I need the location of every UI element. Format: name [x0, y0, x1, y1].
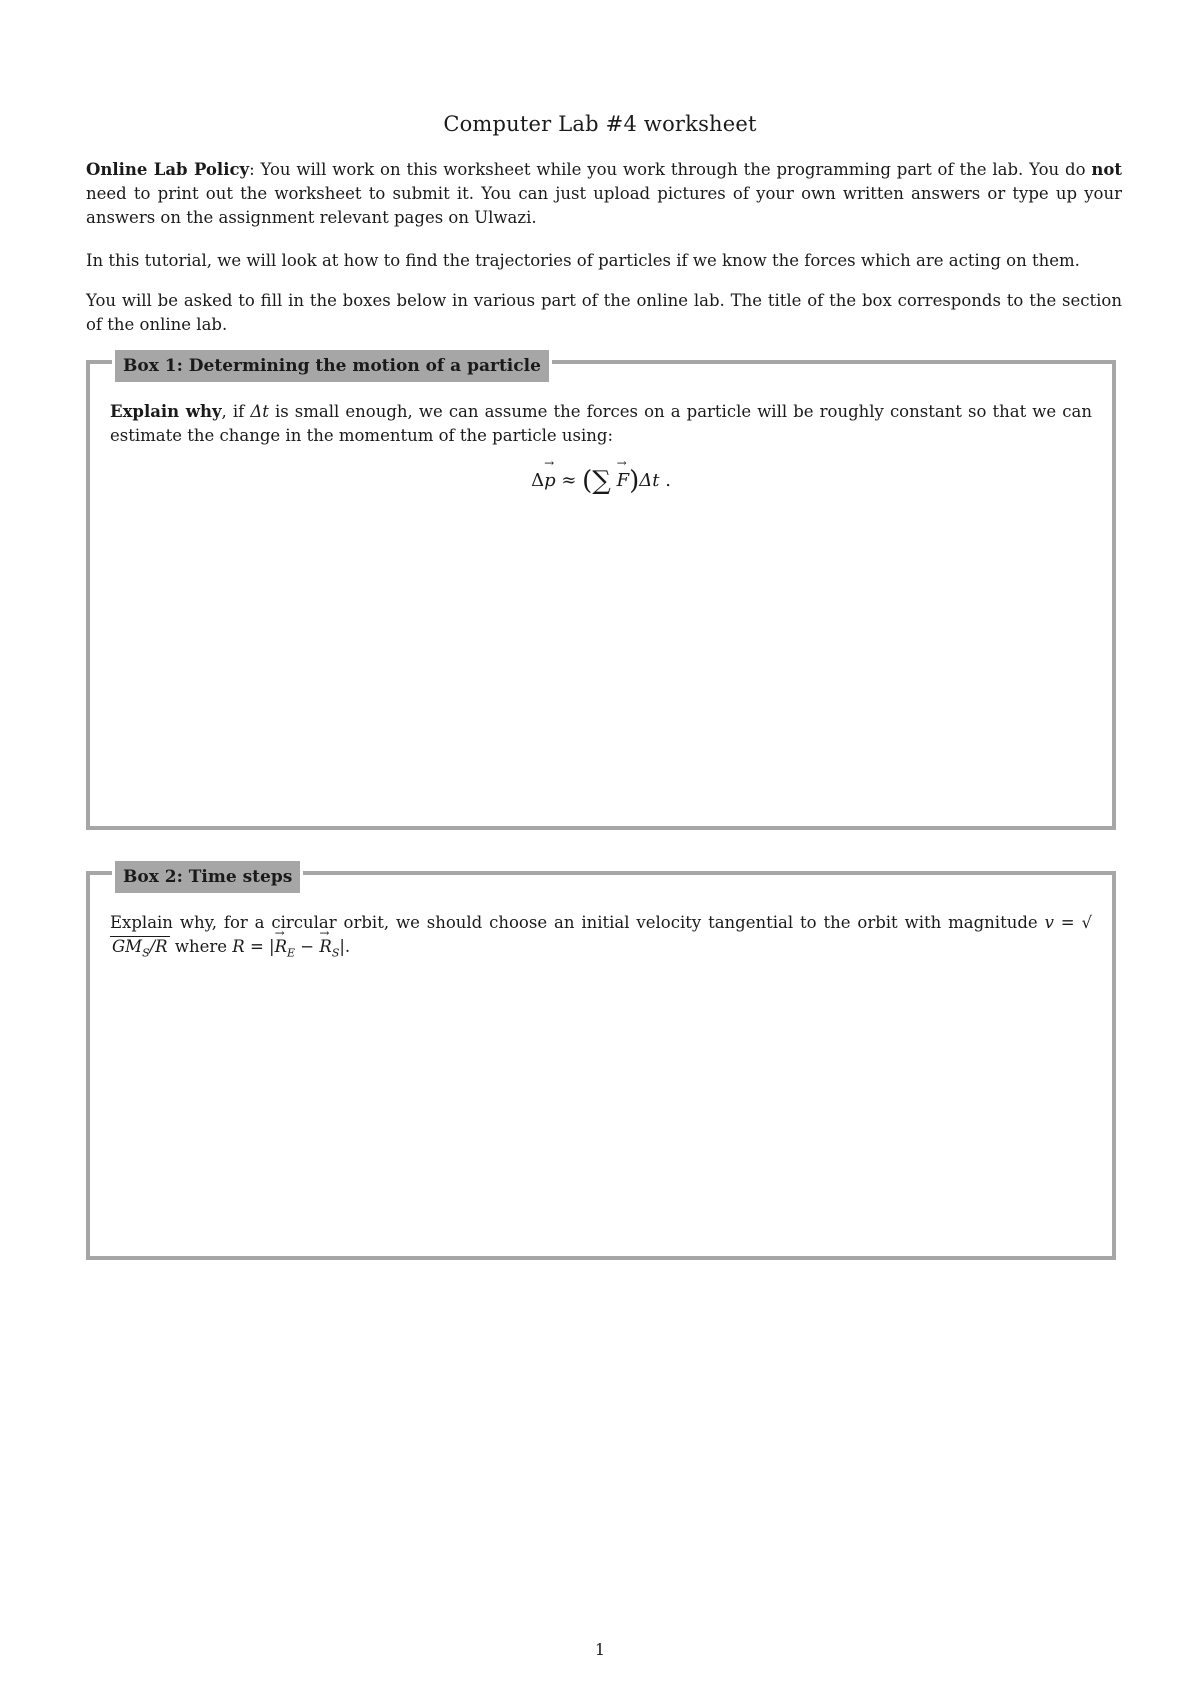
eq-sum: ∑ — [592, 466, 611, 496]
box-1-lead: Explain why — [110, 402, 222, 421]
eq-F-vector: → F — [617, 470, 630, 491]
box-2-v-eq: v = — [1044, 913, 1082, 932]
policy-emphasis: not — [1091, 160, 1122, 179]
box-2-text-2: where — [169, 937, 233, 956]
box-1-title: Box 1: Determining the motion of a particle — [112, 347, 552, 385]
box-2-sqrt-sign: √ — [1081, 913, 1093, 932]
box-2-answer-area[interactable] — [86, 867, 1116, 1260]
policy-paragraph — [86, 158, 1122, 230]
box-2-text-1: Explain why, for a circular orbit, we should choose an initial velocity tangential to the orbit with magnitude — [110, 913, 1045, 932]
box-2-RE-sub: E — [287, 946, 296, 960]
box-2-title: Box 2: Time steps — [112, 858, 303, 896]
box-2-close: |. — [339, 937, 351, 956]
eq-p-vector: → p — [544, 470, 556, 491]
box-2-RE-vector: → R — [275, 935, 287, 959]
eq-dt: Δt — [639, 470, 660, 491]
instructions-paragraph: You will be asked to fill in the boxes below in various part of the online lab. The title of the box corresponds to the section of the online lab. — [86, 291, 1122, 334]
policy-text-1: : You will work on this worksheet while you work through the programming part of the lab. You do — [249, 160, 1092, 179]
box-2-sqrt-sub: S — [142, 946, 150, 960]
box-2-RS-sub: S — [331, 946, 340, 960]
box-1-text-1: , if — [221, 402, 251, 421]
tutorial-paragraph: In this tutorial, we will look at how to find the trajectories of particles if we know the forces which are acting on them. — [86, 251, 1080, 270]
box-1-answer-area[interactable] — [86, 356, 1116, 830]
box-2-sqrt-G: GM — [112, 937, 143, 956]
eq-close-paren: ) — [629, 466, 640, 496]
eq-approx: ≈ — [555, 470, 583, 491]
box-1-text-2: is small enough, we can assume the forces on a particle will be roughly constant so that we can estimate the change in the momentum of the particle using: — [110, 402, 1092, 445]
eq-end: . — [659, 470, 671, 491]
box-1-question — [110, 400, 1092, 448]
policy-text-2: need to print out the worksheet to submit it. You can just upload pictures of your own written answers or type up your answers on the assignment relevant pages on Ulwazi. — [86, 184, 1122, 227]
box-2-sqrt-R: /R — [149, 937, 168, 956]
box-2-sqrt-content — [110, 936, 170, 963]
box-2-question — [110, 911, 1092, 965]
box-2-R-eq: R = | — [232, 937, 275, 956]
page-title: Computer Lab #4 worksheet — [443, 112, 757, 136]
box-2-minus: − — [295, 937, 320, 956]
eq-open-paren: ( — [582, 466, 593, 496]
eq-delta: Δ — [531, 470, 545, 491]
box-2-RS-vector: → R — [319, 935, 331, 959]
momentum-equation — [90, 466, 1112, 496]
box-1-delta-t: Δt — [250, 402, 269, 421]
page-number: 1 — [594, 1640, 606, 1659]
policy-label: Online Lab Policy — [86, 160, 250, 179]
